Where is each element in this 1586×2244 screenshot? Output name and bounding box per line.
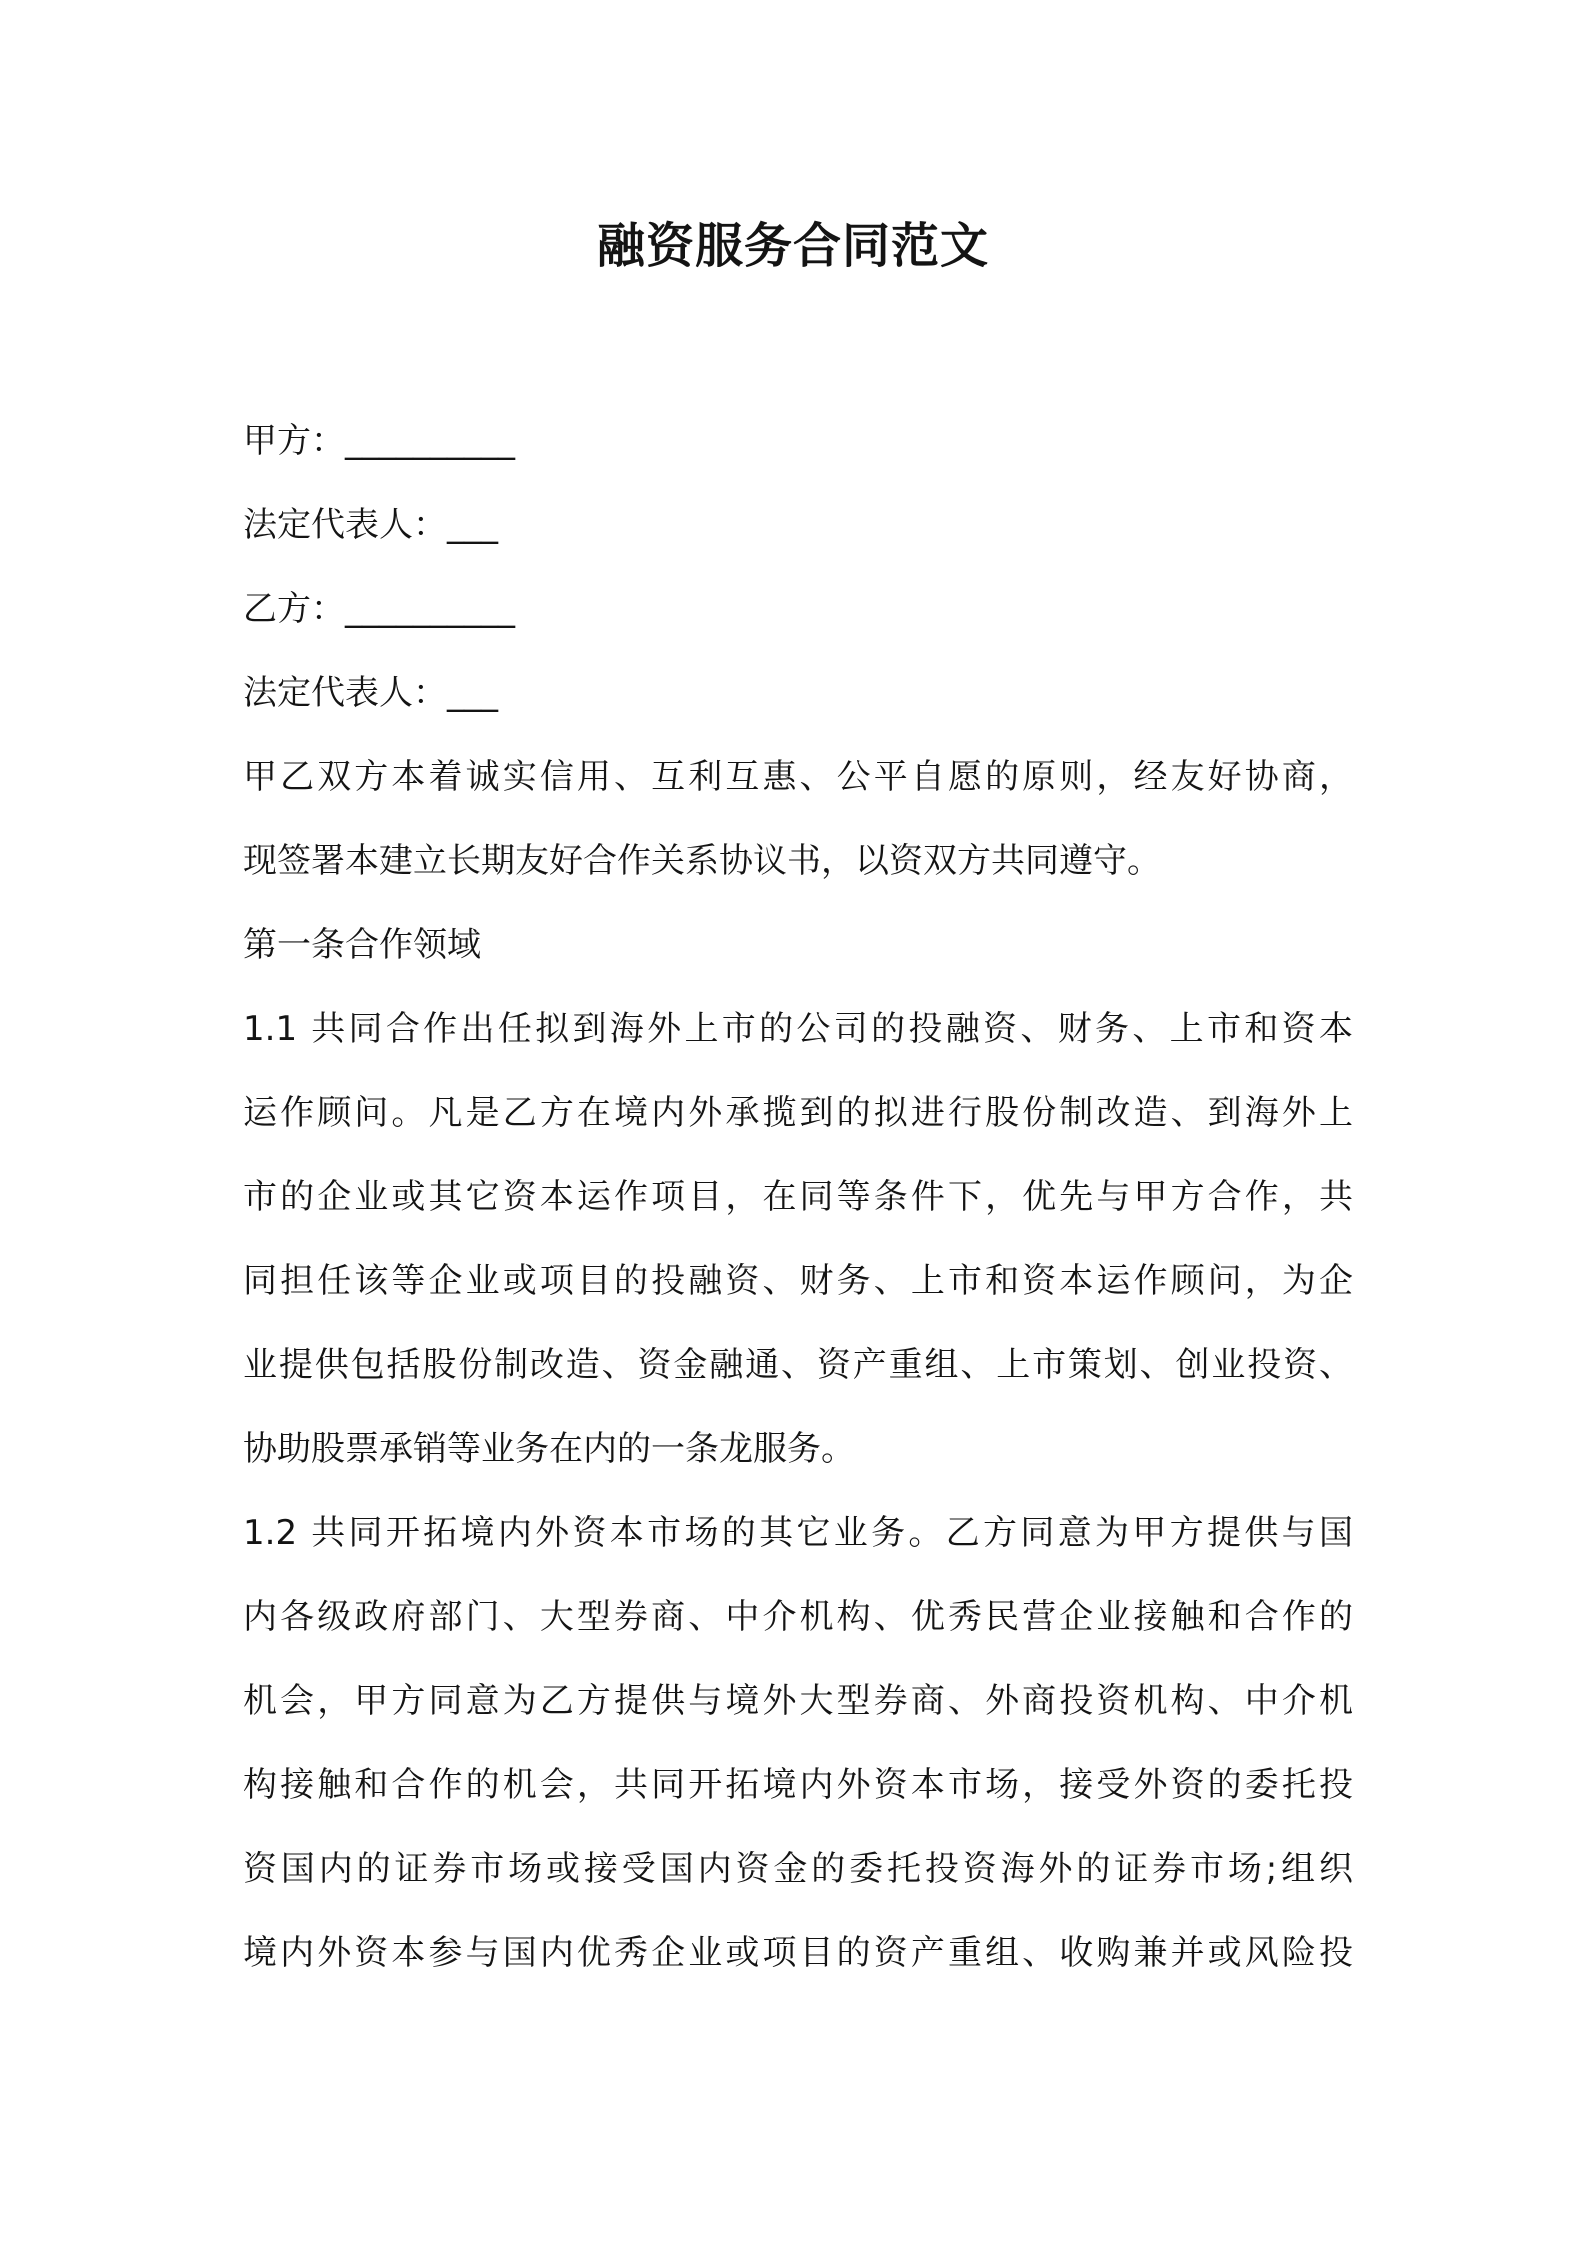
document-body — [243, 399, 1353, 1995]
party-b-representative-line: 法定代表人：___ — [243, 673, 498, 713]
section-heading: 第一条合作领域 — [243, 925, 481, 965]
paragraph-line: 市的企业或其它资本运作项目，在同等条件下，优先与甲方合作，共 — [243, 1177, 1353, 1217]
paragraph-line: 业提供包括股份制改造、资金融通、资产重组、上市策划、创业投资、 — [243, 1345, 1353, 1385]
paragraph-line: 甲乙双方本着诚实信用、互利互惠、公平自愿的原则，经友好协商， — [243, 757, 1353, 797]
paragraph-line: 1.2 共同开拓境内外资本市场的其它业务。乙方同意为甲方提供与国 — [243, 1513, 1353, 1553]
paragraph-line: 同担任该等企业或项目的投融资、财务、上市和资本运作顾问，为企 — [243, 1261, 1353, 1301]
paragraph-line: 协助股票承销等业务在内的一条龙服务。 — [243, 1429, 855, 1469]
paragraph-line: 机会，甲方同意为乙方提供与境外大型券商、外商投资机构、中介机 — [243, 1681, 1353, 1721]
paragraph-line: 运作顾问。凡是乙方在境内外承揽到的拟进行股份制改造、到海外上 — [243, 1093, 1353, 1133]
paragraph-line: 现签署本建立长期友好合作关系协议书，以资双方共同遵守。 — [243, 841, 1161, 881]
paragraph-line: 境内外资本参与国内优秀企业或项目的资产重组、收购兼并或风险投 — [243, 1933, 1353, 1973]
paragraph-line: 内各级政府部门、大型券商、中介机构、优秀民营企业接触和合作的 — [243, 1597, 1353, 1637]
document-title: 融资服务合同范文 — [596, 218, 989, 274]
party-b-line: 乙方：__________ — [243, 589, 515, 629]
paragraph-line: 1.1 共同合作出任拟到海外上市的公司的投融资、财务、上市和资本 — [243, 1009, 1353, 1049]
party-a-representative-line: 法定代表人：___ — [243, 505, 498, 545]
paragraph-line: 资国内的证券市场或接受国内资金的委托投资海外的证券市场;组织 — [243, 1849, 1353, 1889]
party-a-line: 甲方：__________ — [243, 421, 515, 461]
paragraph-line: 构接触和合作的机会，共同开拓境内外资本市场，接受外资的委托投 — [243, 1765, 1353, 1805]
